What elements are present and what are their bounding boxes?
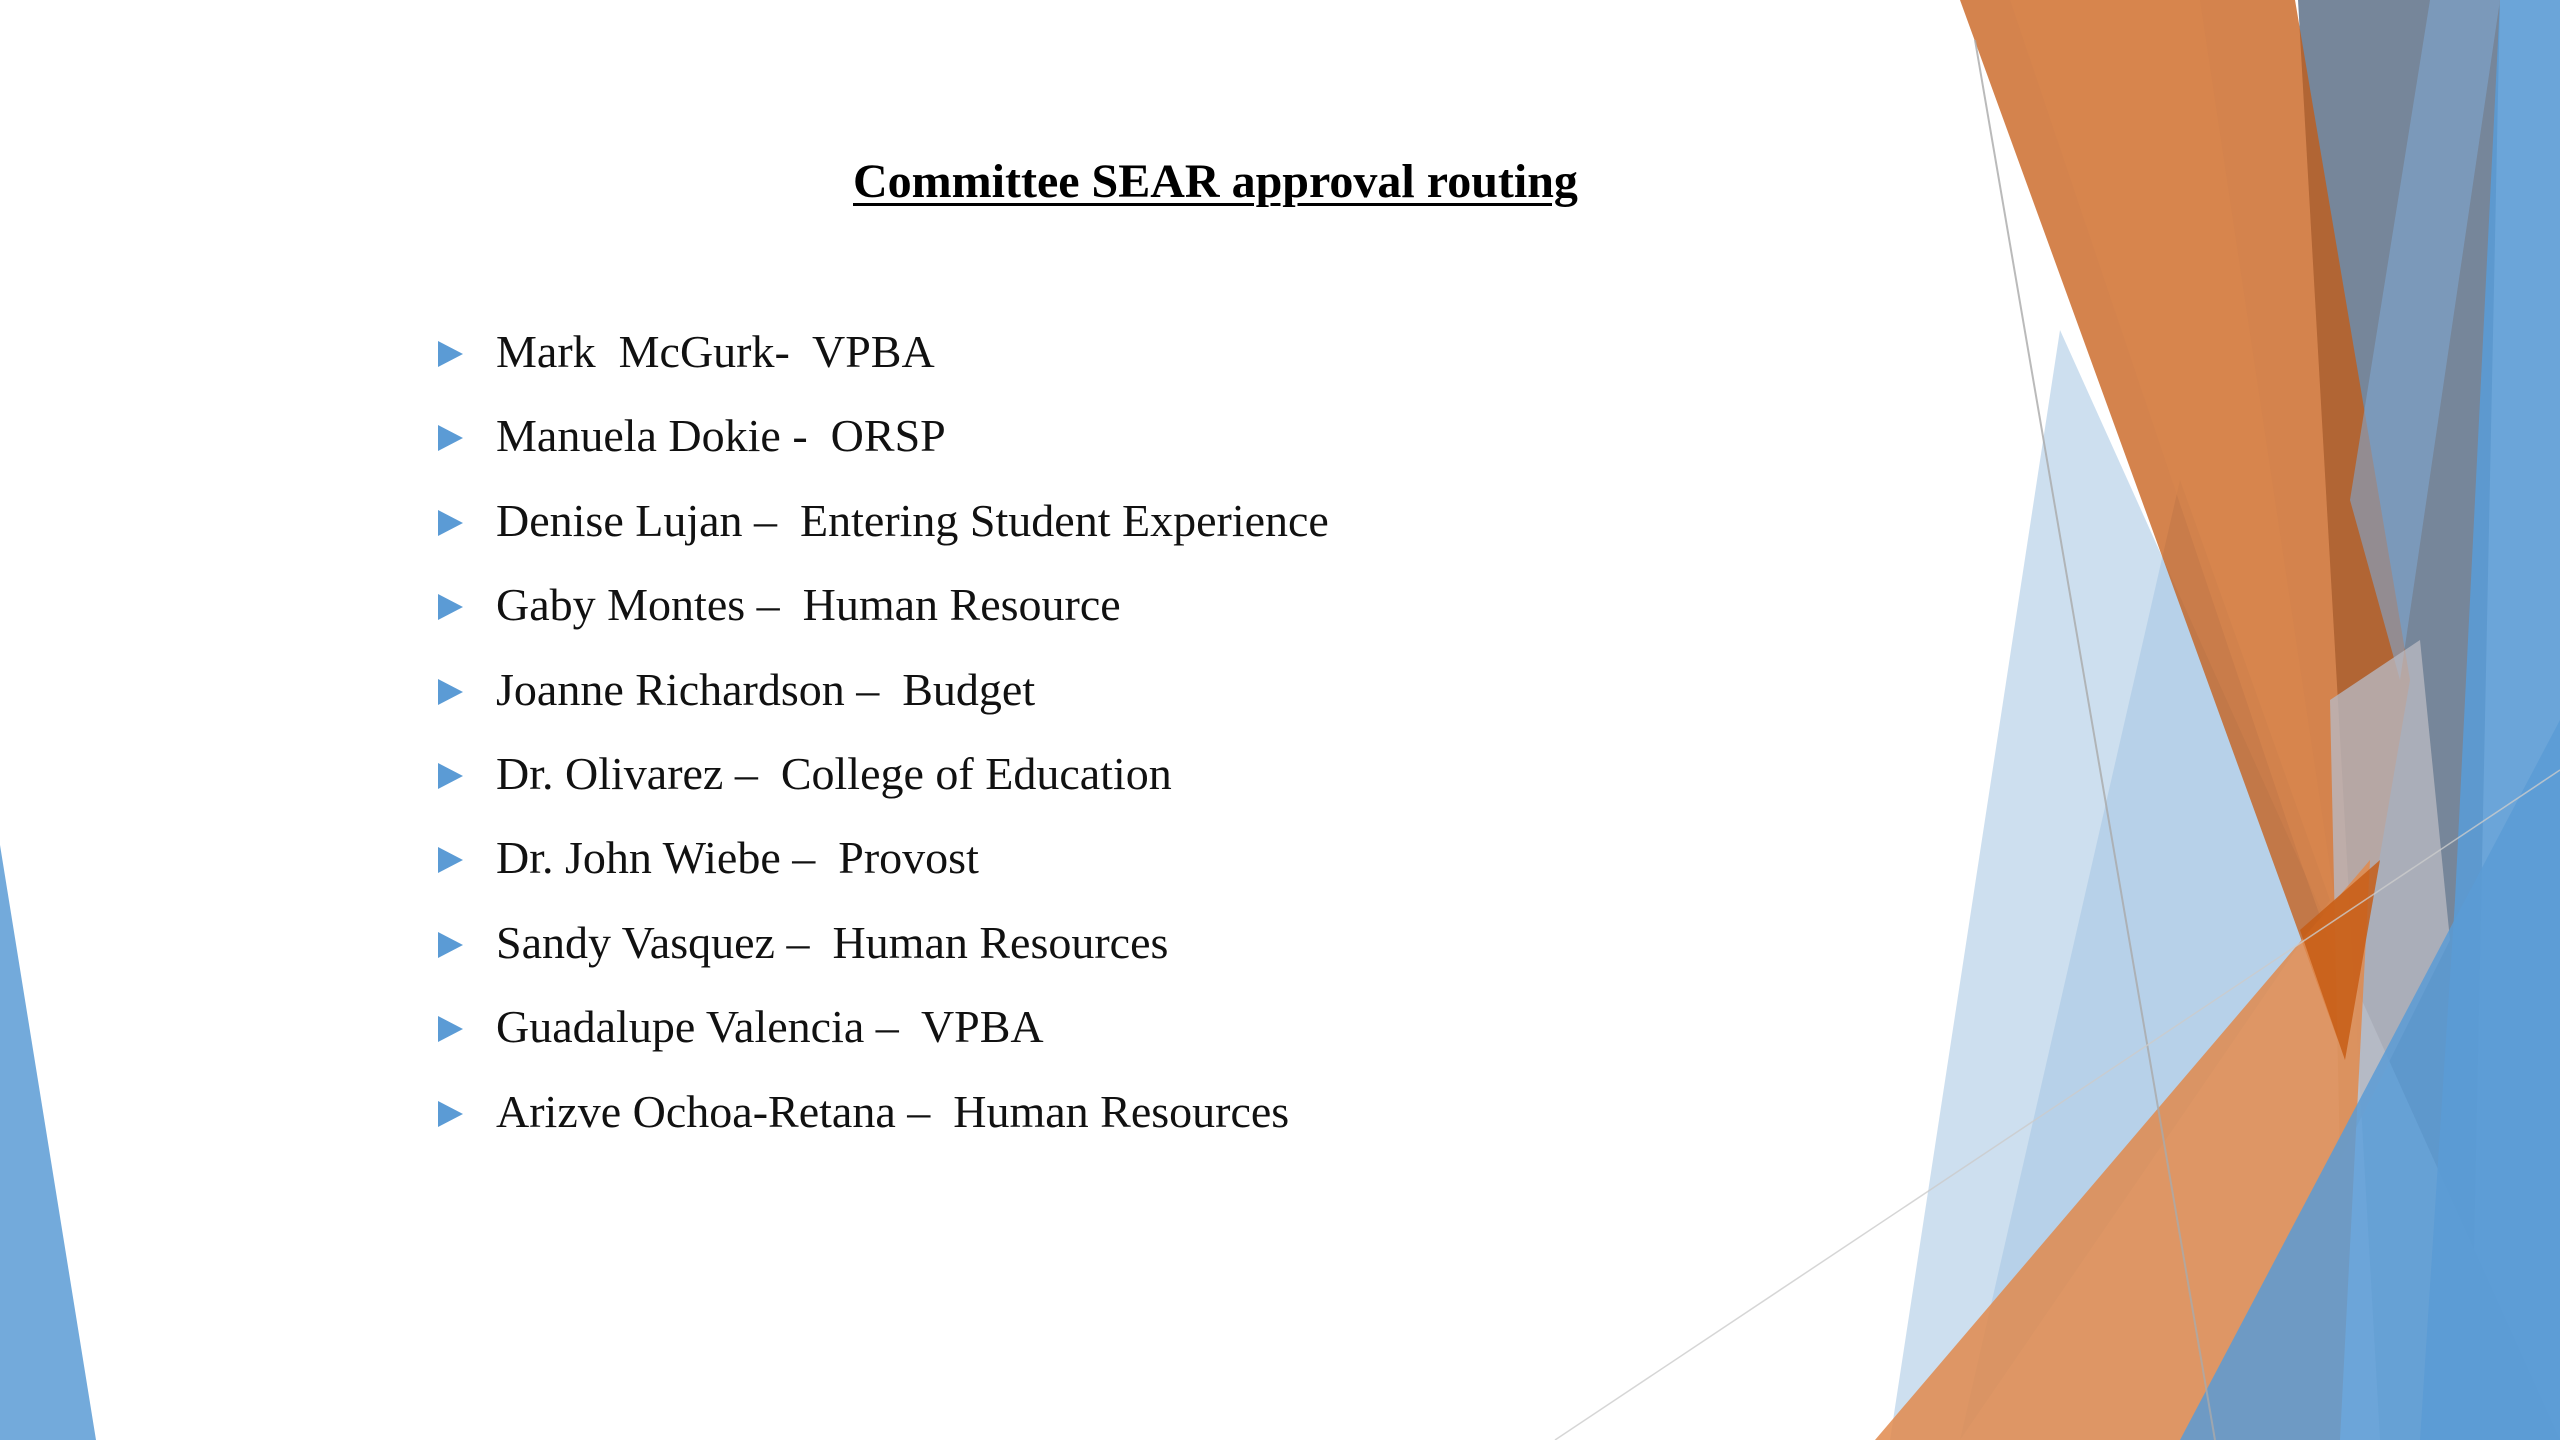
list-item-text: Manuela Dokie - ORSP [496, 410, 946, 462]
triangle-right-icon [436, 489, 496, 553]
triangle-right-icon [436, 742, 496, 806]
left-blue-wedge [0, 845, 96, 1440]
list-item-text: Denise Lujan – Entering Student Experience [496, 494, 1329, 546]
list-item [436, 320, 1329, 404]
triangle-right-icon [436, 1080, 496, 1144]
triangle-right-icon [436, 995, 496, 1059]
triangle-right-icon [436, 658, 496, 722]
list-item [436, 658, 1329, 742]
list-item-text: Gaby Montes – Human Resource [496, 579, 1121, 631]
list-item-text: Guadalupe Valencia – VPBA [496, 1001, 1044, 1053]
list-item-text: Mark McGurk- VPBA [496, 326, 935, 377]
triangle-right-icon [436, 826, 496, 890]
list-item-text: Sandy Vasquez – Human Resources [496, 916, 1169, 968]
list-item [436, 404, 1329, 488]
list-item [436, 995, 1329, 1079]
list-item [436, 489, 1329, 573]
list-item [436, 826, 1329, 910]
list-item-text: Dr. Olivarez – College of Education [496, 747, 1172, 799]
triangle-right-icon [436, 573, 496, 637]
list-item [436, 1080, 1329, 1164]
list-item-text: Joanne Richardson – Budget [496, 663, 1036, 715]
list-item [436, 573, 1329, 657]
triangle-right-icon [436, 911, 496, 975]
approver-list [436, 320, 1329, 1164]
triangle-right-icon [436, 320, 496, 384]
triangle-right-icon [436, 404, 496, 468]
slide-title: Committee SEAR approval routing [853, 155, 1578, 208]
list-item-text: Dr. John Wiebe – Provost [496, 832, 979, 884]
list-item [436, 742, 1329, 826]
list-item-text: Arizve Ochoa-Retana – Human Resources [496, 1085, 1290, 1137]
list-item [436, 911, 1329, 995]
